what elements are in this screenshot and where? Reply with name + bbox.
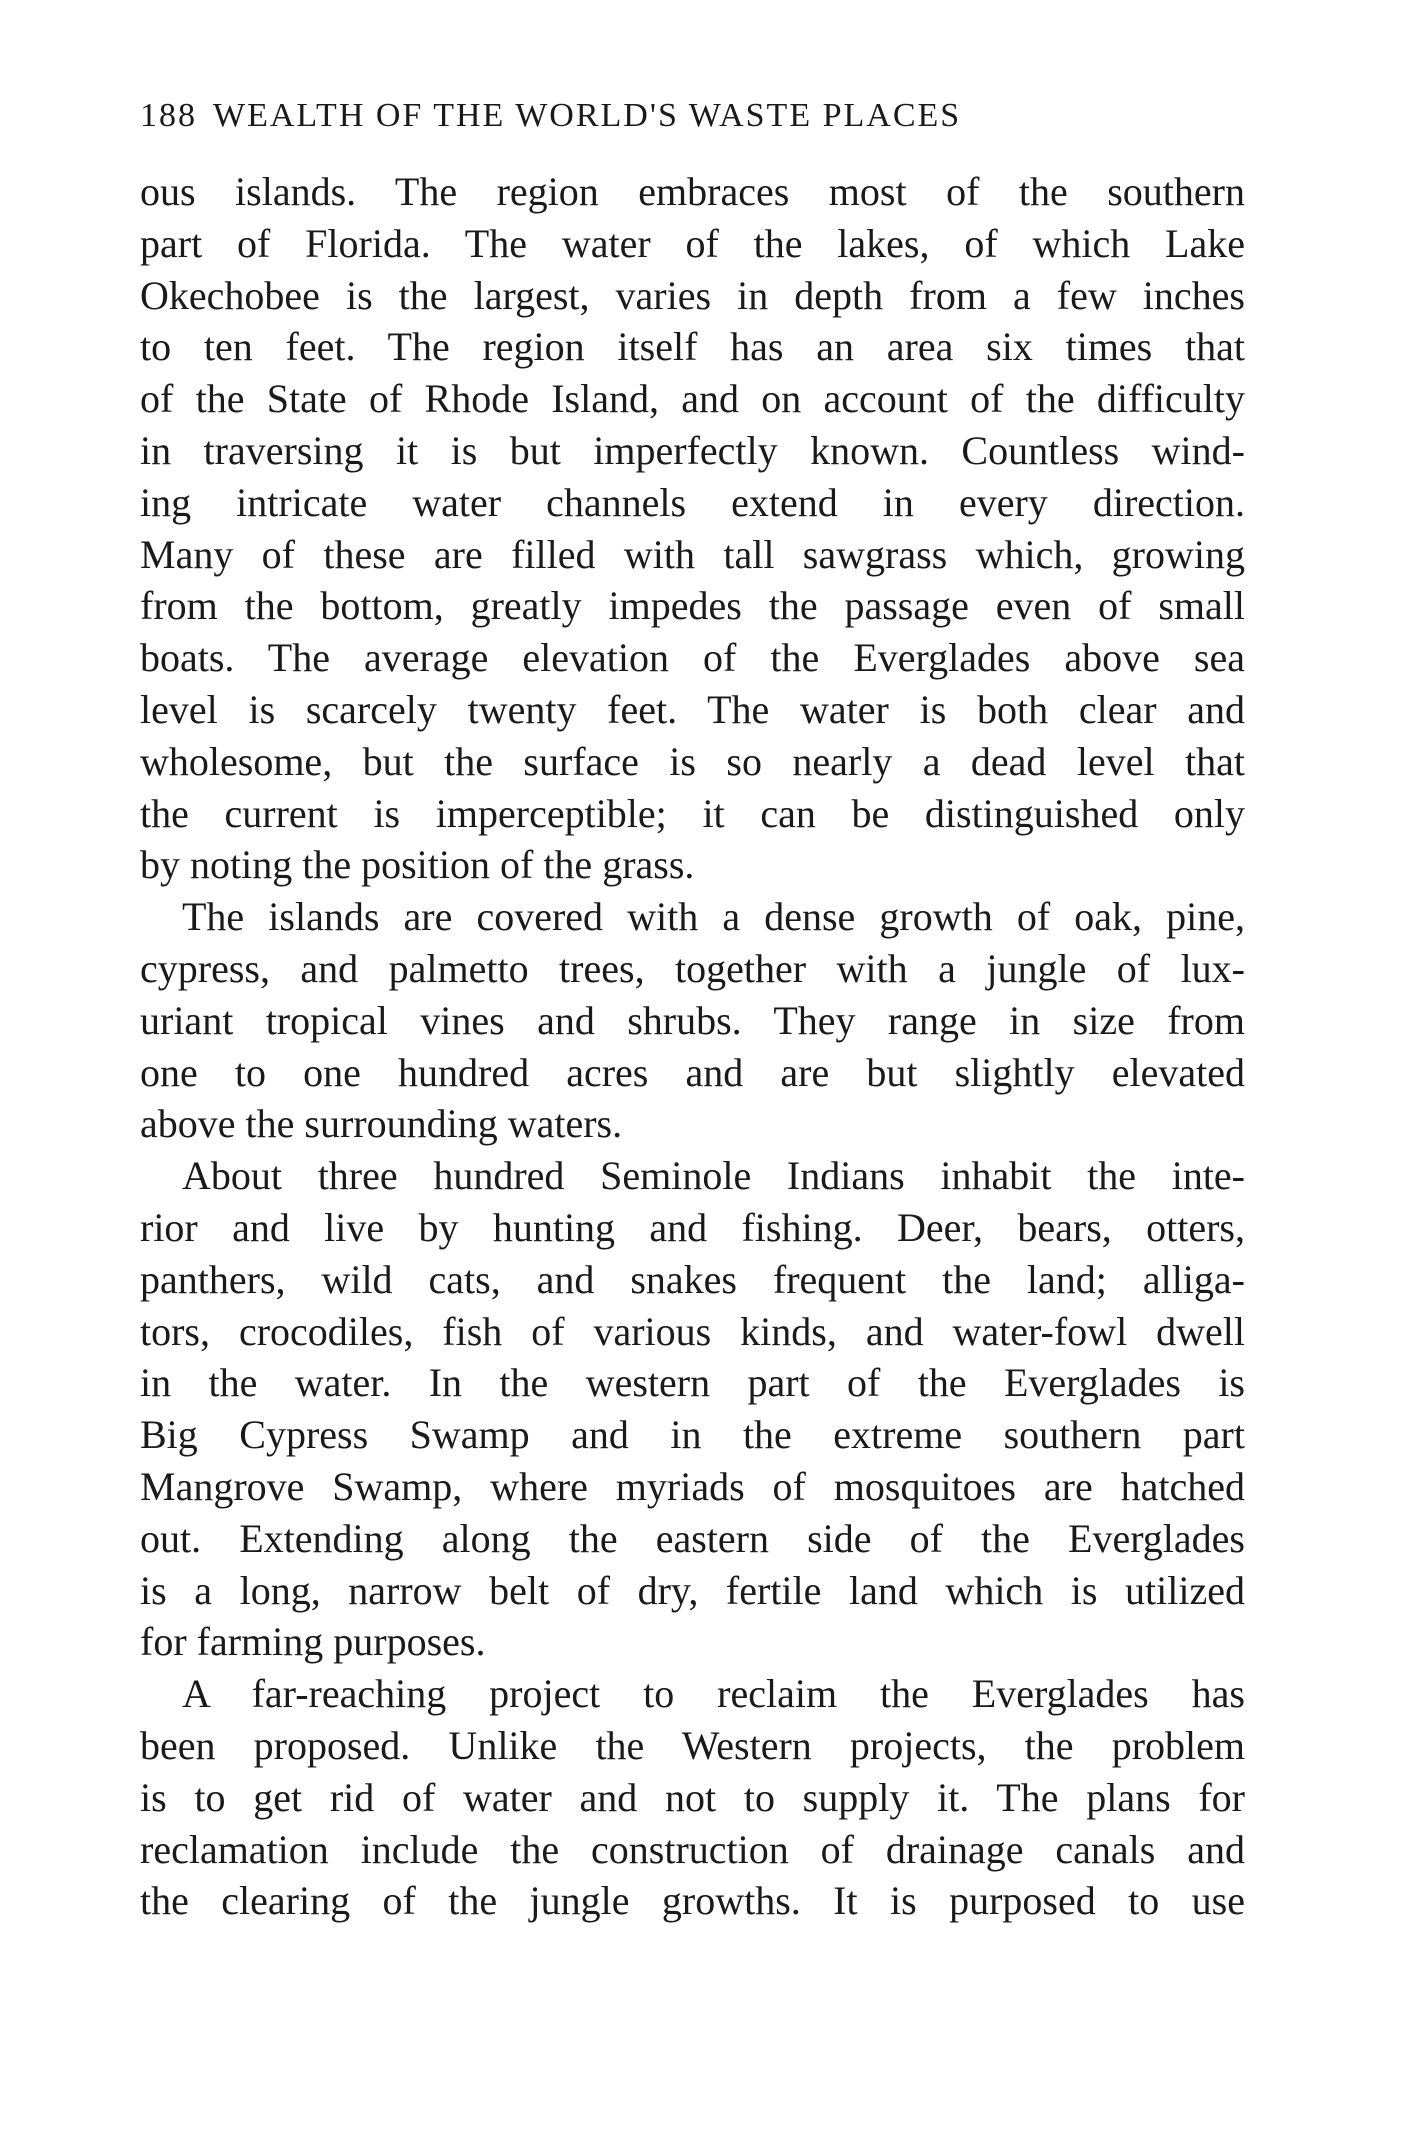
paragraph (140, 166, 1245, 891)
text-line: Many of these are filled with tall sawgrass which, growing (140, 531, 1245, 577)
text-line: ing intricate water channels extend in every direction. (140, 479, 1245, 525)
text-line: The islands are covered with a dense growth of oak, pine, (182, 894, 1245, 940)
text-line: from the bottom, greatly impedes the passage even of small (140, 583, 1245, 629)
text-line: out. Extending along the eastern side of the Everglades (140, 1515, 1245, 1561)
text-line: is a long, narrow belt of dry, fertile land which is utilized (140, 1567, 1245, 1613)
text-line: Okechobee is the largest, varies in depth from a few inches (140, 272, 1245, 318)
text-line: of the State of Rhode Island, and on account of the difficulty (140, 376, 1245, 422)
text-line: tors, crocodiles, fish of various kinds, and water-fowl dwell (140, 1308, 1245, 1354)
paragraph (140, 1150, 1245, 1668)
text-line: to ten feet. The region itself has an area six times that (140, 324, 1245, 370)
text-line: wholesome, but the surface is so nearly a dead level that (140, 738, 1245, 784)
text-line: About three hundred Seminole Indians inhabit the inte- (182, 1153, 1245, 1199)
text-line: rior and live by hunting and fishing. Deer, bears, otters, (140, 1204, 1245, 1250)
text-line: in the water. In the western part of the Everglades is (140, 1360, 1245, 1406)
paragraph (140, 891, 1245, 1150)
running-head (140, 92, 1245, 140)
text-line: the current is imperceptible; it can be distinguished only (140, 790, 1245, 836)
body-text (140, 166, 1245, 1927)
text-line: Big Cypress Swamp and in the extreme southern part (140, 1412, 1245, 1458)
text-line: cypress, and palmetto trees, together with a jungle of lux- (140, 945, 1245, 991)
text-line: is to get rid of water and not to supply it. The plans for (140, 1774, 1245, 1820)
text-line: by noting the position of the grass. (140, 842, 695, 888)
text-line: boats. The average elevation of the Everglades above sea (140, 635, 1245, 681)
text-line: panthers, wild cats, and snakes frequent the land; alliga- (140, 1256, 1245, 1302)
text-line: in traversing it is but imperfectly known. Countless wind- (140, 427, 1245, 473)
text-line: uriant tropical vines and shrubs. They range in size from (140, 997, 1245, 1043)
text-line: one to one hundred acres and are but slightly elevated (140, 1049, 1245, 1095)
text-line: ous islands. The region embraces most of the southern (140, 169, 1245, 214)
page-number: 188 (140, 97, 197, 134)
paragraph (140, 1668, 1245, 1927)
text-line: level is scarcely twenty feet. The water is both clear and (140, 686, 1245, 732)
text-line: A far-reaching project to reclaim the Everglades has (182, 1671, 1245, 1717)
text-line: above the surrounding waters. (140, 1101, 623, 1147)
text-line: for farming purposes. (140, 1619, 486, 1665)
text-line: part of Florida. The water of the lakes, of which Lake (140, 220, 1245, 266)
text-line: Mangrove Swamp, where myriads of mosquitoes are hatched (140, 1463, 1245, 1509)
running-title: WEALTH OF THE WORLD'S WASTE PLACES (213, 97, 962, 134)
text-line: been proposed. Unlike the Western projects, the problem (140, 1722, 1245, 1768)
text-line: reclamation include the construction of drainage canals and (140, 1826, 1245, 1872)
text-line: the clearing of the jungle growths. It is purposed to use (140, 1878, 1245, 1924)
